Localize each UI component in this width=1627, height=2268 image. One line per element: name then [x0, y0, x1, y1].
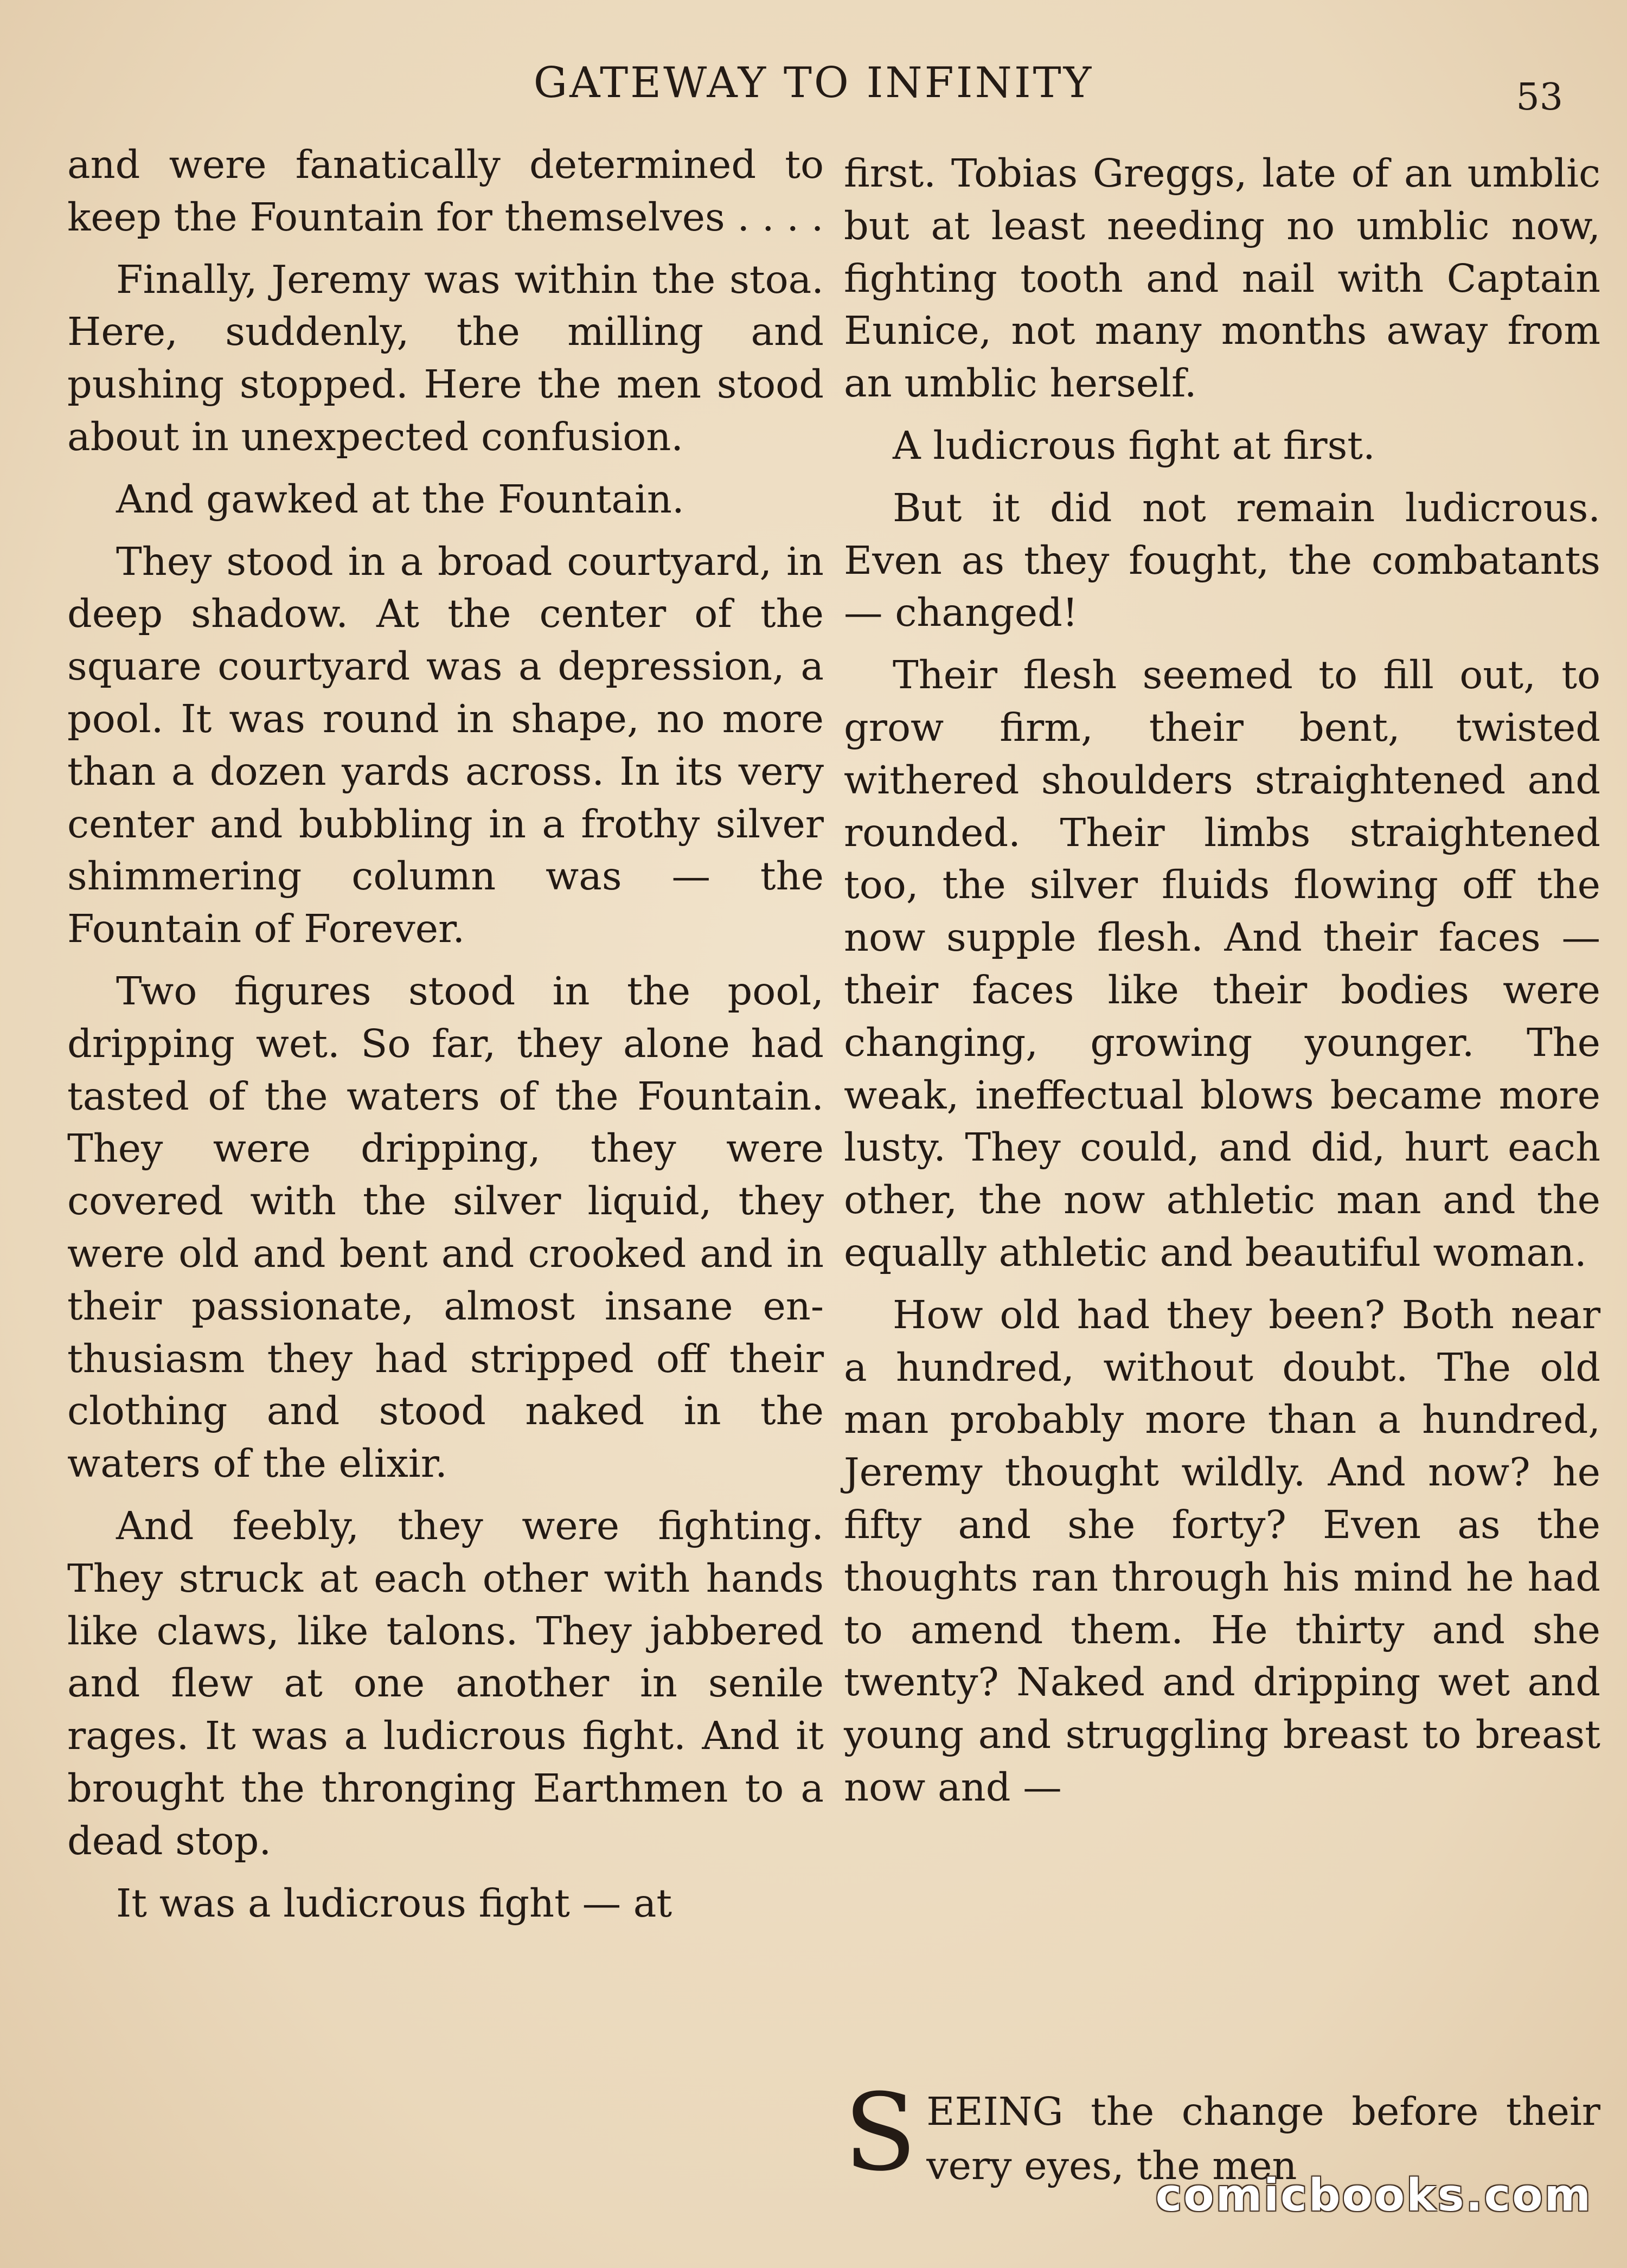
paragraph: Two figures stood in the pool, dripping wet. So far, they alone had tasted of the waters of the Fountain. They were dripping, they were covered with the silver liquid, they were old and bent and crooked and in their passionate, almost insane enthusiasm they had stripped off their clothing and stood naked in the waters of the elixir. [67, 968, 824, 1487]
drop-cap: S [844, 2071, 917, 2195]
paragraph: Their flesh seemed to fill out, to grow firm, their bent, twisted withered shoulders straightened and rounded. Their limbs straightened too, the silver fluids flowing off the now supple flesh. And their faces — their faces like their bodies were changing, growing younger. The weak, ineffectual blows became more lusty. They could, and did, hurt each other, the now athletic man and the equally athletic and beautiful woman. [844, 652, 1600, 1275]
running-head-title: GATEWAY TO INFINITY [533, 59, 1094, 107]
section-opening-text: EEING the change before their very eyes, the men [926, 2089, 1600, 2188]
paragraph: They stood in a broad courtyard, in deep shadow. At the center of the square courtyard was a depression, a pool. It was round in shape, no more than a dozen yards across. In its very center and bubbling in a frothy silver shimmering column was — the Fountain of Forever. [67, 539, 824, 952]
right-text-column [844, 148, 1600, 1824]
paragraph: Finally, Jeremy was within the stoa. Here, suddenly, the milling and pushing stopped. Here the men stood about in unexpected confusion. [67, 257, 824, 459]
paragraph: And gawked at the Fountain. [116, 476, 684, 522]
paragraph: But it did not remain ludicrous. Even as they fought, the combatants — changed! [844, 485, 1600, 636]
page-number: 53 [1516, 76, 1563, 119]
paragraph: first. Tobias Greggs, late of an umblic but at least needing no umblic now, fighting tooth and nail with Captain Eunice, not many months away from an umblic herself. [844, 151, 1600, 406]
paragraph: A ludicrous fight at first. [893, 422, 1375, 468]
left-text-column [67, 139, 824, 1939]
watermark-logo: comicbooks.com [1155, 2170, 1592, 2221]
paragraph: How old had they been? Both near a hundred, without doubt. The old man probably more than a hundred, Jeremy thought wildly. And now? he fifty and she forty? Even as the thoughts ran through his mind he had to amend them. He thirty and she twenty? Naked and dripping wet and young and struggling breast to breast now and — [844, 1292, 1600, 1810]
paragraph: And feebly, they were fighting. They struck at each other with hands like claws, like talons. They jabbered and flew at one another in senile rages. It was a ludicrous fight. And it brought the thronging Earthmen to a dead stop. [67, 1503, 824, 1863]
paragraph: It was a ludicrous fight — at [116, 1880, 672, 1926]
paragraph: and were fanatically determined to keep the Fountain for themselves . . . . [67, 142, 824, 240]
